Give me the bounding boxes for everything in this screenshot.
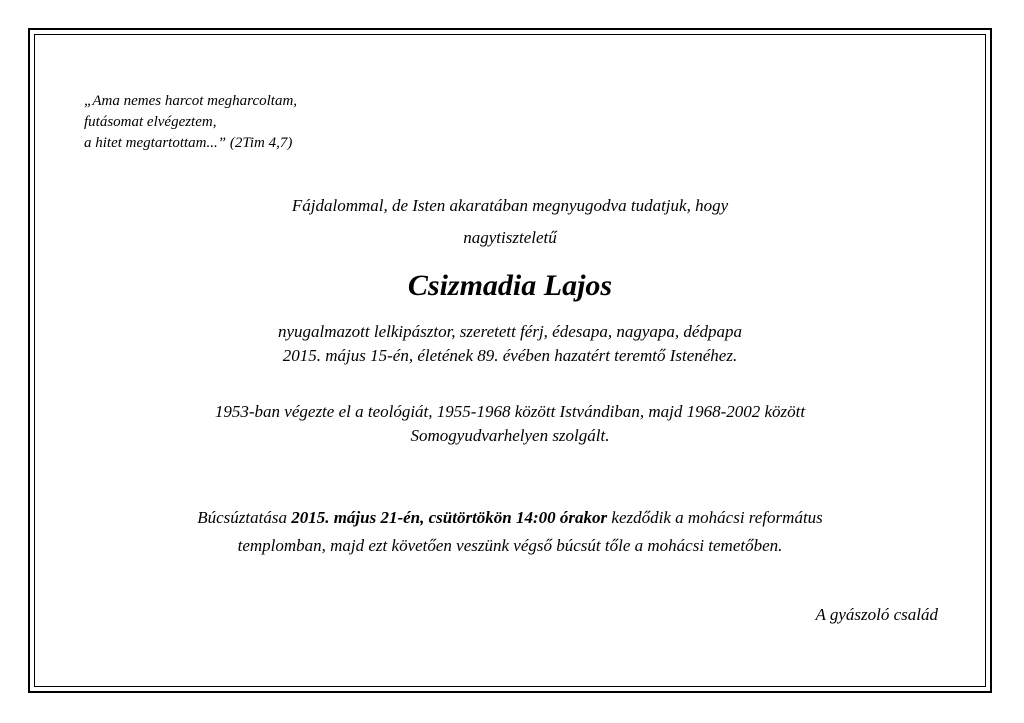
- funeral-datetime: 2015. május 21-én, csütörtökön 14:00 órakor: [291, 508, 608, 527]
- intro-text: Fájdalommal, de Isten akaratában megnyugodva tudatjuk, hogy: [291, 196, 729, 215]
- funeral-line-2: templomban, majd ezt követően veszünk végső búcsút tőle a mohácsi temetőben.: [237, 536, 783, 555]
- bible-quote: [84, 91, 297, 154]
- career-block: [34, 400, 986, 448]
- details-line-2: 2015. május 15-én, életének 89. évében hazatért teremtő Istenéhez.: [282, 346, 738, 365]
- funeral-suffix: kezdődik a mohácsi református: [607, 508, 823, 527]
- details-line-1: nyugalmazott lelkipásztor, szeretett férj, édesapa, nagyapa, dédpapa: [278, 322, 742, 341]
- career-line-2: Somogyudvarhelyen szolgált.: [410, 426, 610, 445]
- honorific: nagytiszteletű: [463, 228, 557, 247]
- quote-line-2: futásomat elvégeztem,: [84, 114, 217, 130]
- funeral-line-1: [34, 504, 986, 532]
- career-line-1: 1953-ban végezte el a teológiát, 1955-1968 között Istvándiban, majd 1968-2002 között: [214, 402, 806, 421]
- quote-line-3: a hitet megtartottam...” (2Tim 4,7): [84, 135, 293, 151]
- obituary-notice: [34, 34, 986, 687]
- signature: A gyászoló család: [815, 605, 938, 624]
- deceased-name: Csizmadia Lajos: [407, 269, 613, 302]
- funeral-block: [34, 504, 986, 560]
- details-block: [34, 320, 986, 368]
- funeral-prefix: Búcsúztatása: [197, 508, 292, 527]
- quote-line-1: „Ama nemes harcot megharcoltam,: [84, 93, 298, 109]
